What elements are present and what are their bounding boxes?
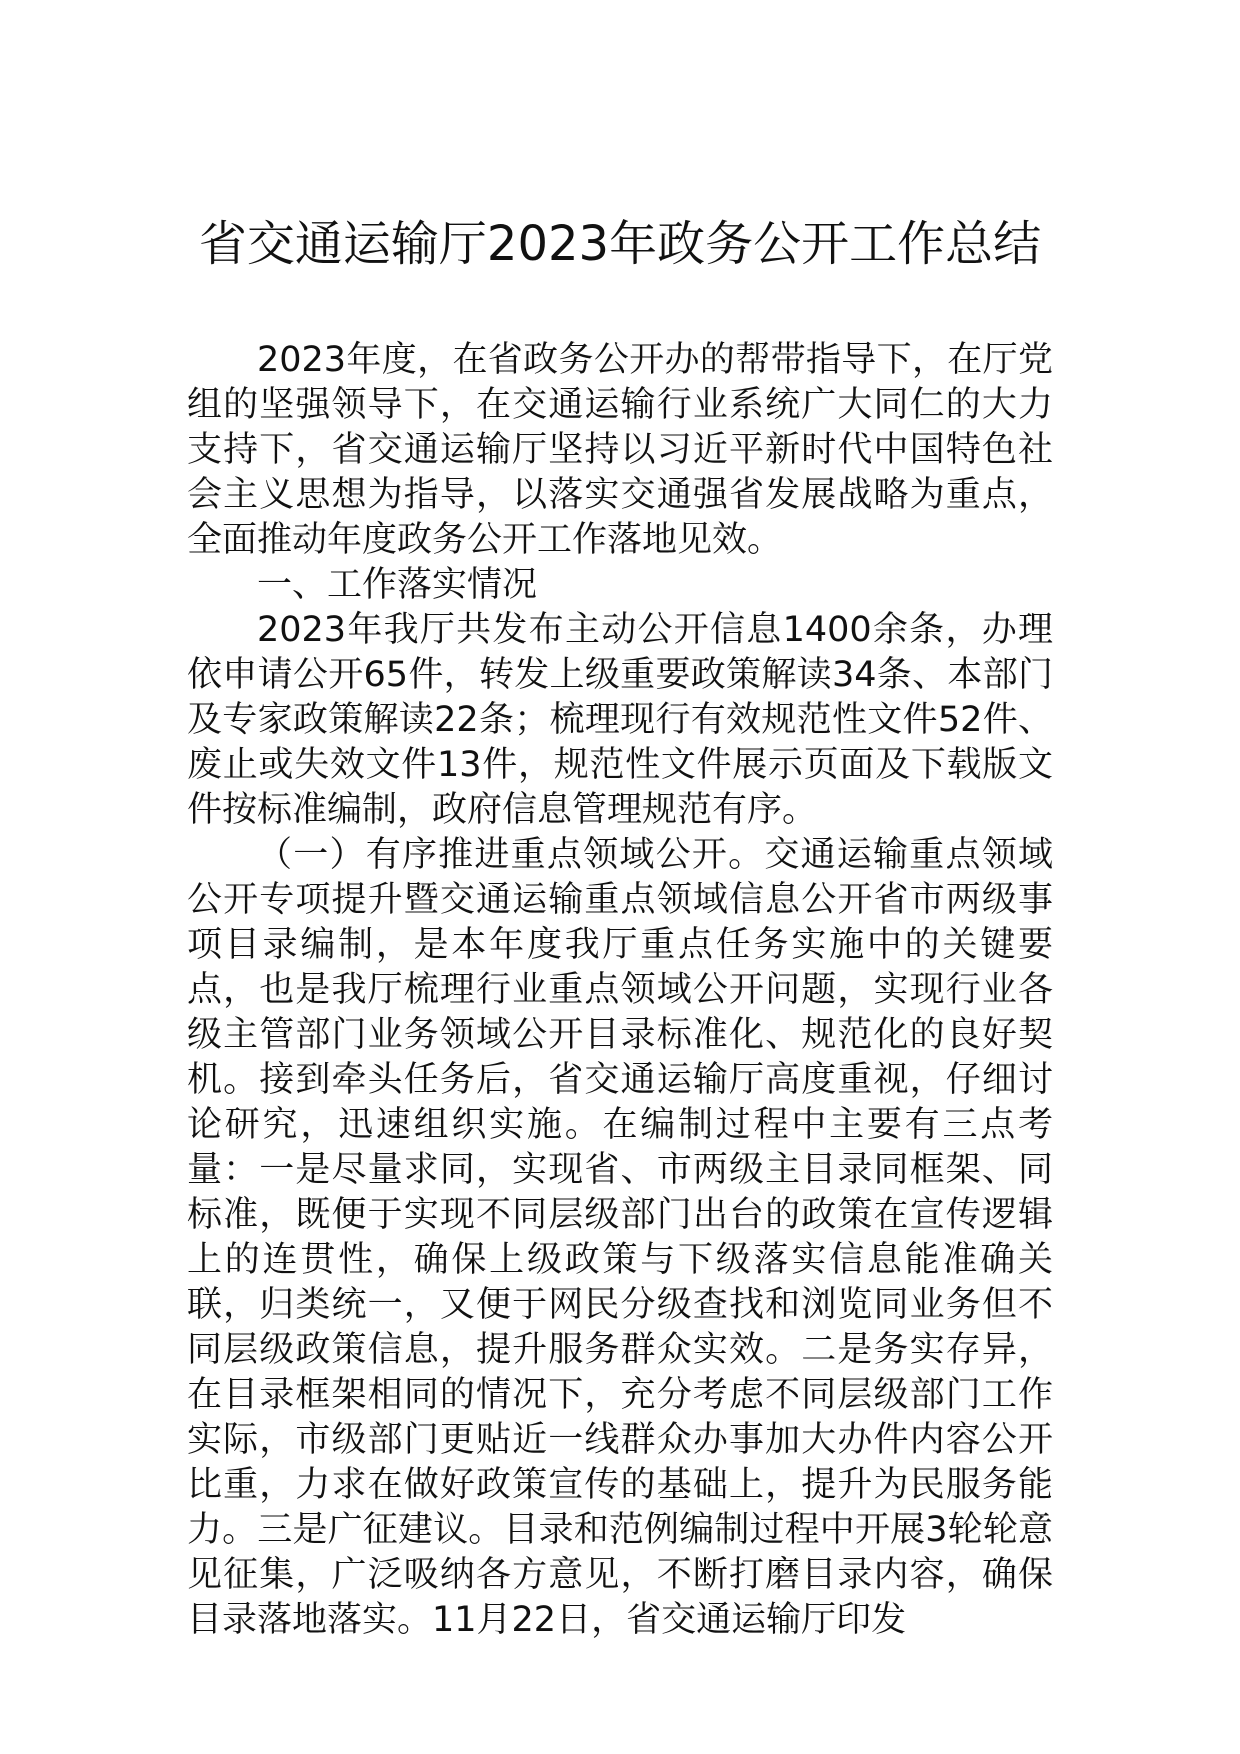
paragraph-statistics: 2023年我厅共发布主动公开信息1400余条，办理依申请公开65件，转发上级重要政策解读34条、本部门及专家政策解读22条；梳理现行有效规范性文件52件、废止或失效文件13件，规范性文件展示页面及下载版文件按标准编制，政府信息管理规范有序。 (187, 610, 1053, 830)
section-heading-work-implementation: 一、工作落实情况 (257, 565, 538, 605)
document-title: 省交通运输厅2023年政务公开工作总结 (198, 216, 1042, 272)
paragraph-intro: 2023年度，在省政务公开办的帮带指导下，在厅党组的坚强领导下，在交通运输行业系统广大同仁的大力支持下，省交通运输厅坚持以习近平新时代中国特色社会主义思想为指导，以落实交通强省发展战略为重点，全面推动年度政务公开工作落地见效。 (187, 340, 1053, 560)
document-body (187, 338, 1053, 1643)
paragraph-key-areas: （一）有序推进重点领域公开。交通运输重点领域公开专项提升暨交通运输重点领域信息公开省市两级事项目录编制，是本年度我厅重点任务实施中的关键要点，也是我厅梳理行业重点领域公开问题，实现行业各级主管部门业务领域公开目录标准化、规范化的良好契机。接到牵头任务后，省交通运输厅高度重视，仔细讨论研究，迅速组织实施。在编制过程中主要有三点考量：一是尽量求同，实现省、市两级主目录同框架、同标准，既便于实现不同层级部门出台的政策在宣传逻辑上的连贯性，确保上级政策与下级落实信息能准确关联，归类统一，又便于网民分级查找和浏览同业务但不同层级政策信息，提升服务群众实效。二是务实存异，在目录框架相同的情况下，充分考虑不同层级部门工作实际，市级部门更贴近一线群众办事加大办件内容公开比重，力求在做好政策宣传的基础上，提升为民服务能力。三是广征建议。目录和范例编制过程中开展3轮轮意见征集，广泛吸纳各方意见，不断打磨目录内容，确保目录落地落实。11月22日，省交通运输厅印发 (187, 835, 1053, 1640)
